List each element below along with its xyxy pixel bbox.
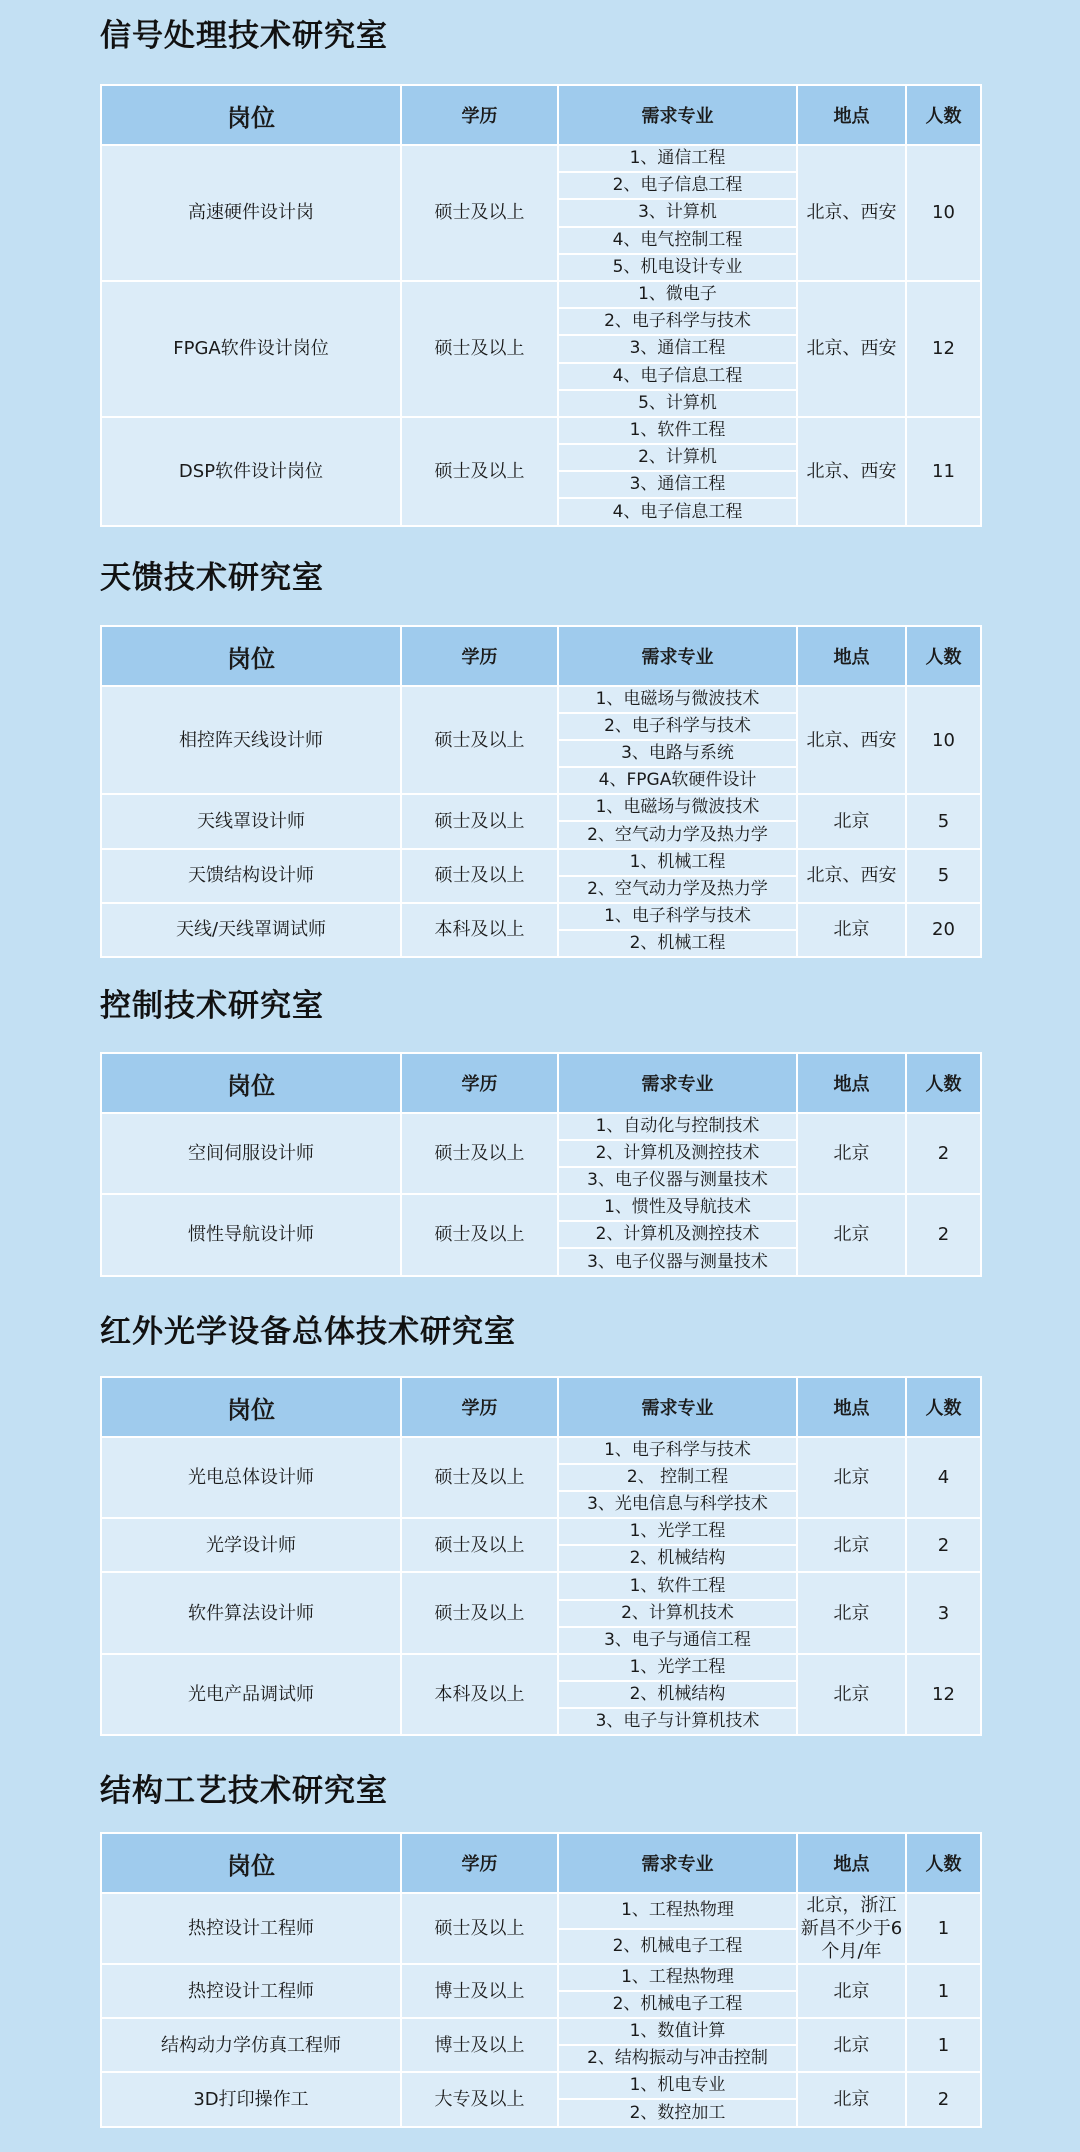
education-cell: 硕士及以上 [401, 1572, 558, 1653]
table-header-row [101, 626, 981, 686]
major-cell: 2、计算机 [558, 444, 797, 471]
header-major: 需求专业 [558, 1377, 797, 1437]
job-table [100, 1052, 982, 1277]
section-title: 天馈技术研究室 [100, 560, 324, 596]
major-cell: 1、机械工程 [558, 849, 797, 876]
education-cell: 博士及以上 [401, 1964, 558, 2018]
table-header-row [101, 85, 981, 145]
position-cell: DSP软件设计岗位 [101, 417, 401, 526]
major-cell: 3、电子与计算机技术 [558, 1708, 797, 1735]
position-cell: 天线/天线罩调试师 [101, 903, 401, 957]
position-cell: 天线罩设计师 [101, 794, 401, 848]
education-cell: 博士及以上 [401, 2018, 558, 2072]
location-cell: 北京 [797, 1437, 906, 1518]
count-cell: 10 [906, 686, 981, 794]
major-cell: 1、数值计算 [558, 2018, 797, 2045]
position-cell: 光电产品调试师 [101, 1654, 401, 1735]
count-cell: 2 [906, 1518, 981, 1572]
table-row [101, 1437, 981, 1464]
count-cell: 3 [906, 1572, 981, 1653]
major-cell: 1、微电子 [558, 281, 797, 308]
header-major: 需求专业 [558, 85, 797, 145]
major-cell: 1、惯性及导航技术 [558, 1194, 797, 1221]
position-cell: 惯性导航设计师 [101, 1194, 401, 1275]
major-cell: 2、数控加工 [558, 2099, 797, 2126]
education-cell: 硕士及以上 [401, 1518, 558, 1572]
major-cell: 2、空气动力学及热力学 [558, 876, 797, 903]
major-cell: 1、工程热物理 [558, 1964, 797, 1991]
major-cell: 1、电磁场与微波技术 [558, 794, 797, 821]
location-cell: 北京 [797, 2072, 906, 2126]
header-location: 地点 [797, 85, 906, 145]
major-cell: 2、电子信息工程 [558, 172, 797, 199]
location-cell: 北京 [797, 794, 906, 848]
education-cell: 硕士及以上 [401, 145, 558, 281]
education-cell: 硕士及以上 [401, 794, 558, 848]
table-row [101, 1194, 981, 1221]
major-cell: 2、 控制工程 [558, 1464, 797, 1491]
location-cell: 北京 [797, 1113, 906, 1194]
major-cell: 1、工程热物理 [558, 1893, 797, 1929]
header-count: 人数 [906, 1833, 981, 1893]
job-table [100, 625, 982, 958]
header-position: 岗位 [101, 1053, 401, 1113]
count-cell: 2 [906, 1113, 981, 1194]
major-cell: 4、电子信息工程 [558, 363, 797, 390]
header-location: 地点 [797, 1053, 906, 1113]
education-cell: 硕士及以上 [401, 281, 558, 417]
location-cell: 北京 [797, 2018, 906, 2072]
table-row [101, 849, 981, 876]
major-cell: 2、机械结构 [558, 1681, 797, 1708]
location-cell: 北京、西安 [797, 686, 906, 794]
count-cell: 10 [906, 145, 981, 281]
location-cell: 北京 [797, 1572, 906, 1653]
table-row [101, 2018, 981, 2045]
section-title: 结构工艺技术研究室 [100, 1773, 388, 1809]
major-cell: 2、机械电子工程 [558, 1991, 797, 2018]
position-cell: 热控设计工程师 [101, 1893, 401, 1964]
header-location: 地点 [797, 626, 906, 686]
section-title: 红外光学设备总体技术研究室 [100, 1314, 516, 1350]
header-count: 人数 [906, 626, 981, 686]
table-row [101, 417, 981, 444]
major-cell: 4、电气控制工程 [558, 227, 797, 254]
education-cell: 大专及以上 [401, 2072, 558, 2126]
major-cell: 1、软件工程 [558, 417, 797, 444]
table-row [101, 1113, 981, 1140]
table-row [101, 1893, 981, 1929]
position-cell: 高速硬件设计岗 [101, 145, 401, 281]
education-cell: 硕士及以上 [401, 417, 558, 526]
count-cell: 5 [906, 849, 981, 903]
position-cell: 结构动力学仿真工程师 [101, 2018, 401, 2072]
header-position: 岗位 [101, 1377, 401, 1437]
education-cell: 硕士及以上 [401, 1113, 558, 1194]
education-cell: 硕士及以上 [401, 686, 558, 794]
major-cell: 1、电磁场与微波技术 [558, 686, 797, 713]
position-cell: FPGA软件设计岗位 [101, 281, 401, 417]
major-cell: 2、电子科学与技术 [558, 308, 797, 335]
position-cell: 光电总体设计师 [101, 1437, 401, 1518]
table-row [101, 686, 981, 713]
header-major: 需求专业 [558, 1053, 797, 1113]
major-cell: 4、FPGA软硬件设计 [558, 767, 797, 794]
position-cell: 空间伺服设计师 [101, 1113, 401, 1194]
count-cell: 2 [906, 1194, 981, 1275]
major-cell: 2、机械工程 [558, 930, 797, 957]
major-cell: 2、计算机及测控技术 [558, 1140, 797, 1167]
major-cell: 3、电子与通信工程 [558, 1627, 797, 1654]
major-cell: 1、自动化与控制技术 [558, 1113, 797, 1140]
location-cell: 北京 [797, 1964, 906, 2018]
table-row [101, 903, 981, 930]
major-cell: 2、机械电子工程 [558, 1929, 797, 1965]
table-row [101, 1654, 981, 1681]
location-cell: 北京，浙江新昌不少于6个月/年 [797, 1893, 906, 1964]
table-header-row [101, 1377, 981, 1437]
table-header-row [101, 1053, 981, 1113]
table-row [101, 1518, 981, 1545]
major-cell: 3、电子仪器与测量技术 [558, 1167, 797, 1194]
table-row [101, 145, 981, 172]
location-cell: 北京 [797, 1518, 906, 1572]
education-cell: 硕士及以上 [401, 849, 558, 903]
position-cell: 软件算法设计师 [101, 1572, 401, 1653]
count-cell: 4 [906, 1437, 981, 1518]
location-cell: 北京 [797, 903, 906, 957]
table-row [101, 1964, 981, 1991]
major-cell: 5、机电设计专业 [558, 254, 797, 281]
job-table [100, 1376, 982, 1736]
header-education: 学历 [401, 85, 558, 145]
location-cell: 北京、西安 [797, 281, 906, 417]
header-position: 岗位 [101, 1833, 401, 1893]
table-row [101, 1572, 981, 1599]
location-cell: 北京、西安 [797, 849, 906, 903]
education-cell: 本科及以上 [401, 1654, 558, 1735]
table-header-row [101, 1833, 981, 1893]
header-count: 人数 [906, 85, 981, 145]
location-cell: 北京 [797, 1654, 906, 1735]
major-cell: 3、通信工程 [558, 335, 797, 362]
education-cell: 硕士及以上 [401, 1194, 558, 1275]
major-cell: 1、电子科学与技术 [558, 1437, 797, 1464]
header-major: 需求专业 [558, 1833, 797, 1893]
table-row [101, 281, 981, 308]
major-cell: 2、空气动力学及热力学 [558, 821, 797, 848]
job-table [100, 1832, 982, 2128]
header-location: 地点 [797, 1833, 906, 1893]
major-cell: 3、光电信息与科学技术 [558, 1491, 797, 1518]
count-cell: 12 [906, 1654, 981, 1735]
header-position: 岗位 [101, 85, 401, 145]
header-major: 需求专业 [558, 626, 797, 686]
header-count: 人数 [906, 1377, 981, 1437]
major-cell: 1、光学工程 [558, 1654, 797, 1681]
count-cell: 5 [906, 794, 981, 848]
count-cell: 1 [906, 1964, 981, 2018]
position-cell: 相控阵天线设计师 [101, 686, 401, 794]
header-position: 岗位 [101, 626, 401, 686]
location-cell: 北京、西安 [797, 145, 906, 281]
major-cell: 3、电路与系统 [558, 740, 797, 767]
major-cell: 1、通信工程 [558, 145, 797, 172]
table-row [101, 794, 981, 821]
header-education: 学历 [401, 1377, 558, 1437]
section-title: 信号处理技术研究室 [100, 18, 388, 54]
header-location: 地点 [797, 1377, 906, 1437]
count-cell: 2 [906, 2072, 981, 2126]
count-cell: 1 [906, 1893, 981, 1964]
major-cell: 3、计算机 [558, 199, 797, 226]
major-cell: 2、计算机及测控技术 [558, 1221, 797, 1248]
major-cell: 4、电子信息工程 [558, 498, 797, 525]
major-cell: 1、光学工程 [558, 1518, 797, 1545]
major-cell: 3、电子仪器与测量技术 [558, 1248, 797, 1275]
major-cell: 1、机电专业 [558, 2072, 797, 2099]
position-cell: 热控设计工程师 [101, 1964, 401, 2018]
major-cell: 2、电子科学与技术 [558, 713, 797, 740]
position-cell: 光学设计师 [101, 1518, 401, 1572]
table-row [101, 2072, 981, 2099]
count-cell: 20 [906, 903, 981, 957]
major-cell: 5、计算机 [558, 390, 797, 417]
header-education: 学历 [401, 626, 558, 686]
count-cell: 12 [906, 281, 981, 417]
major-cell: 1、软件工程 [558, 1572, 797, 1599]
location-cell: 北京、西安 [797, 417, 906, 526]
major-cell: 2、机械结构 [558, 1545, 797, 1572]
count-cell: 1 [906, 2018, 981, 2072]
position-cell: 天馈结构设计师 [101, 849, 401, 903]
count-cell: 11 [906, 417, 981, 526]
header-count: 人数 [906, 1053, 981, 1113]
location-cell: 北京 [797, 1194, 906, 1275]
major-cell: 2、结构振动与冲击控制 [558, 2045, 797, 2072]
job-table [100, 84, 982, 527]
major-cell: 1、电子科学与技术 [558, 903, 797, 930]
education-cell: 本科及以上 [401, 903, 558, 957]
section-title: 控制技术研究室 [100, 988, 324, 1024]
header-education: 学历 [401, 1833, 558, 1893]
education-cell: 硕士及以上 [401, 1437, 558, 1518]
header-education: 学历 [401, 1053, 558, 1113]
major-cell: 3、通信工程 [558, 471, 797, 498]
education-cell: 硕士及以上 [401, 1893, 558, 1964]
major-cell: 2、计算机技术 [558, 1600, 797, 1627]
position-cell: 3D打印操作工 [101, 2072, 401, 2126]
